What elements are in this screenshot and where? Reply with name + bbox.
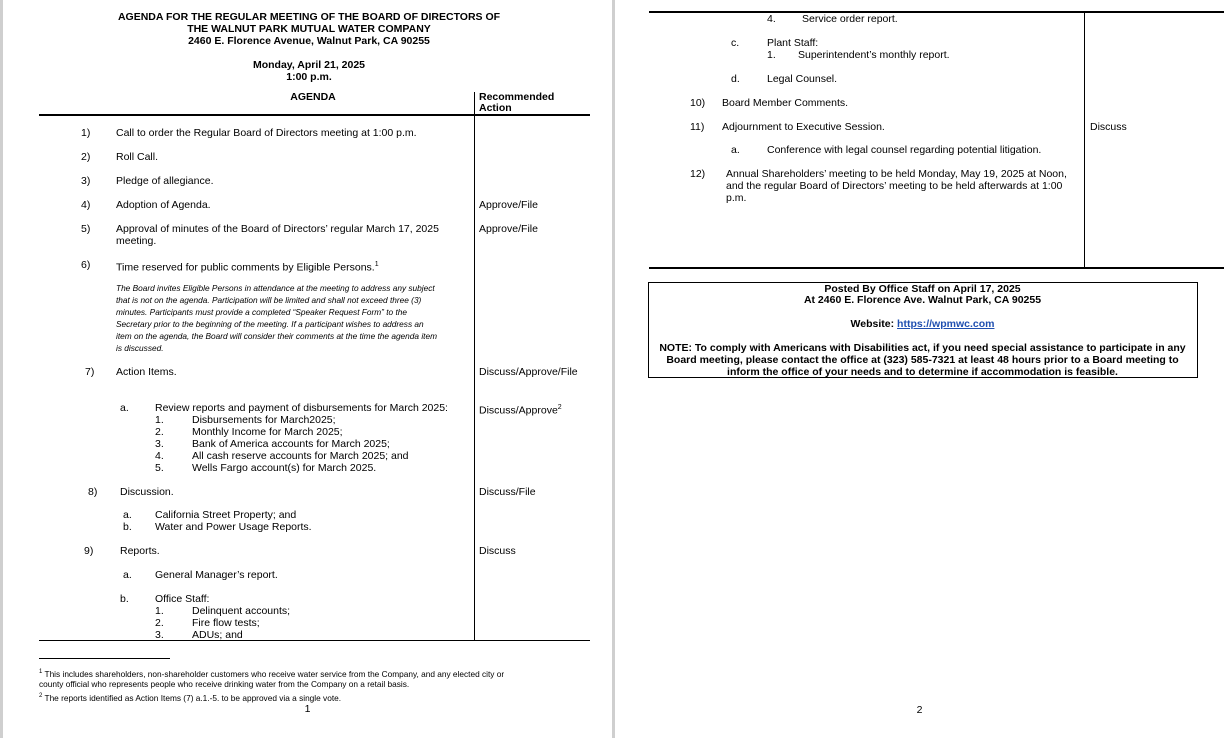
item-number: 10) bbox=[690, 97, 706, 109]
public-comment-note-3: minutes. Participants must provide a completed “Speaker Request Form” to the bbox=[116, 307, 407, 317]
agenda-heading: AGENDA bbox=[290, 91, 336, 103]
list-number: 4. bbox=[767, 13, 776, 25]
action-heading: Action bbox=[479, 102, 512, 114]
page-1 bbox=[3, 0, 612, 738]
public-comment-note-4: Secretary prior to the beginning of the meeting. If a participant wishes to address an bbox=[116, 319, 424, 329]
item-text-cont: p.m. bbox=[726, 192, 747, 204]
list-number: 1. bbox=[155, 605, 164, 617]
address-line: 2460 E. Florence Avenue, Walnut Park, CA 90255 bbox=[188, 35, 430, 47]
sub-letter: b. bbox=[123, 521, 132, 533]
website-label: Website: bbox=[850, 318, 895, 330]
list-item: All cash reserve accounts for March 2025; and bbox=[192, 450, 409, 462]
sub-letter: b. bbox=[120, 593, 129, 605]
sub-letter: a. bbox=[123, 509, 132, 521]
item-action: Discuss/Approve/File bbox=[479, 366, 578, 378]
item-text: Time reserved for public comments by Eligible Persons.$^1$ bbox=[116, 261, 379, 274]
title-line-2: THE WALNUT PARK MUTUAL WATER COMPANY bbox=[187, 23, 431, 35]
item-number: 11) bbox=[690, 121, 705, 133]
ada-note-3: inform the office of your needs and to determine if accommodation is feasible. bbox=[727, 366, 1118, 378]
list-number: 1. bbox=[155, 414, 164, 426]
list-item: Fire flow tests; bbox=[192, 617, 260, 629]
item-number: 6) bbox=[81, 259, 91, 271]
meeting-date: Monday, April 21, 2025 bbox=[252, 59, 366, 71]
sub-text: California Street Property; and bbox=[155, 509, 297, 521]
public-comment-note-1: The Board invites Eligible Persons in attendance at the meeting to address any subject bbox=[116, 283, 435, 293]
item-number: 5) bbox=[81, 223, 91, 235]
list-item: Disbursements for March2025; bbox=[192, 414, 336, 426]
page-number: 1 bbox=[304, 703, 311, 715]
posted-by: Posted By Office Staff on April 17, 2025 bbox=[824, 283, 1021, 295]
item-number: 2) bbox=[81, 151, 91, 163]
item-text: Call to order the Regular Board of Directors meeting at 1:00 p.m. bbox=[116, 127, 417, 139]
title-line-1: AGENDA FOR THE REGULAR MEETING OF THE BOARD OF DIRECTORS OF bbox=[117, 11, 501, 23]
table-bottom-rule bbox=[649, 267, 1224, 269]
item-text: Adjournment to Executive Session. bbox=[722, 121, 885, 133]
item-action: Discuss/File bbox=[479, 486, 536, 498]
item-text: Board Member Comments. bbox=[722, 97, 849, 109]
item-number: 12) bbox=[690, 168, 706, 180]
list-number: 2. bbox=[155, 617, 164, 629]
ada-note-2: Board meeting, please contact the office at (323) 585-7321 at least 48 hours prior to a Board meeting to bbox=[666, 354, 1179, 366]
list-item: Service order report. bbox=[802, 13, 898, 25]
list-number: 4. bbox=[155, 450, 164, 462]
posted-address: At 2460 E. Florence Ave. Walnut Park, CA 90255 bbox=[803, 294, 1042, 306]
item-text-cont: meeting. bbox=[116, 235, 157, 247]
table-top-rule bbox=[39, 114, 590, 116]
sub-text: Water and Power Usage Reports. bbox=[155, 521, 312, 533]
sub-letter: a. bbox=[731, 144, 740, 156]
public-comment-note-2: that is not on the agenda. Participation will be limited and shall not exceed three (3) bbox=[116, 295, 422, 305]
website-link[interactable]: https://wpmwc.com bbox=[897, 318, 995, 330]
item-action: Approve/File bbox=[479, 199, 538, 211]
sub-text: Conference with legal counsel regarding potential litigation. bbox=[767, 144, 1042, 156]
item-text-cont: and the regular Board of Directors’ meeting to be held afterwards at 1:00 bbox=[726, 180, 1063, 192]
sub-text: Office Staff: bbox=[155, 593, 210, 605]
table-bottom-rule bbox=[39, 640, 590, 641]
sub-letter: d. bbox=[731, 73, 740, 85]
public-comment-note-5: item on the agenda, the Board will consider their comments at the time the agenda item bbox=[116, 331, 437, 341]
footnote-2: $^2$ The reports identified as Action Items (7) a.1.-5. to be approved via a single vote. bbox=[39, 692, 342, 703]
list-item: Wells Fargo account(s) for March 2025. bbox=[192, 462, 377, 474]
page-2 bbox=[615, 0, 1224, 738]
item-text: Pledge of allegiance. bbox=[116, 175, 214, 187]
item-number: 4) bbox=[81, 199, 91, 211]
item-number: 3) bbox=[81, 175, 91, 187]
list-number: 5. bbox=[155, 462, 164, 474]
recommended-heading: Recommended bbox=[479, 91, 555, 103]
page-number: 2 bbox=[916, 704, 923, 716]
list-item: Bank of America accounts for March 2025; bbox=[192, 438, 390, 450]
list-number: 1. bbox=[767, 49, 776, 61]
item-action: Discuss bbox=[479, 545, 516, 557]
action-column-divider bbox=[1084, 11, 1085, 267]
item-action: Discuss bbox=[1090, 121, 1127, 133]
item-text: Roll Call. bbox=[116, 151, 159, 163]
item-text: Reports. bbox=[120, 545, 160, 557]
item-text: Approval of minutes of the Board of Directors’ regular March 17, 2025 bbox=[116, 223, 439, 235]
list-item: Superintendent’s monthly report. bbox=[798, 49, 950, 61]
list-item: Monthly Income for March 2025; bbox=[192, 426, 343, 438]
website-line bbox=[649, 318, 1196, 330]
footnote-separator bbox=[39, 658, 170, 659]
sub-text: Plant Staff: bbox=[767, 37, 819, 49]
item-number: 8) bbox=[88, 486, 98, 498]
sub-action: Discuss/Approve$^2$ bbox=[479, 404, 562, 417]
sub-letter: c. bbox=[731, 37, 740, 49]
list-number: 2. bbox=[155, 426, 164, 438]
list-item: Delinquent accounts; bbox=[192, 605, 291, 617]
item-text: Action Items. bbox=[116, 366, 177, 378]
meeting-time: 1:00 p.m. bbox=[286, 71, 332, 83]
list-number: 3. bbox=[155, 629, 164, 641]
list-number: 3. bbox=[155, 438, 164, 450]
item-number: 1) bbox=[81, 127, 91, 139]
sub-text: General Manager’s report. bbox=[155, 569, 278, 581]
posting-notice-box bbox=[648, 282, 1198, 378]
footnote-1-cont: county official who represents people who receive drinking water from the Company on a retail basis. bbox=[39, 679, 410, 689]
ada-note-1: NOTE: To comply with Americans with Disabilities act, if you need special assistance to participate in any bbox=[659, 342, 1186, 354]
sub-text: Review reports and payment of disbursements for March 2025: bbox=[155, 402, 448, 414]
public-comment-note-6: is discussed. bbox=[116, 343, 164, 353]
item-number: 9) bbox=[84, 545, 94, 557]
footnote-1: $^1$ This includes shareholders, non-shareholder customers who receive water service from the Company, and any elected city or bbox=[39, 668, 505, 679]
sub-letter: a. bbox=[123, 569, 132, 581]
sub-text: Legal Counsel. bbox=[767, 73, 838, 85]
list-item: ADUs; and bbox=[192, 629, 243, 641]
item-action: Approve/File bbox=[479, 223, 538, 235]
sub-letter: a. bbox=[120, 402, 129, 414]
action-column-divider bbox=[474, 92, 475, 640]
item-text: Adoption of Agenda. bbox=[116, 199, 211, 211]
item-text: Annual Shareholders’ meeting to be held Monday, May 19, 2025 at Noon, bbox=[726, 168, 1067, 180]
item-number: 7) bbox=[85, 366, 95, 378]
table-top-rule bbox=[649, 11, 1224, 13]
item-text: Discussion. bbox=[120, 486, 174, 498]
